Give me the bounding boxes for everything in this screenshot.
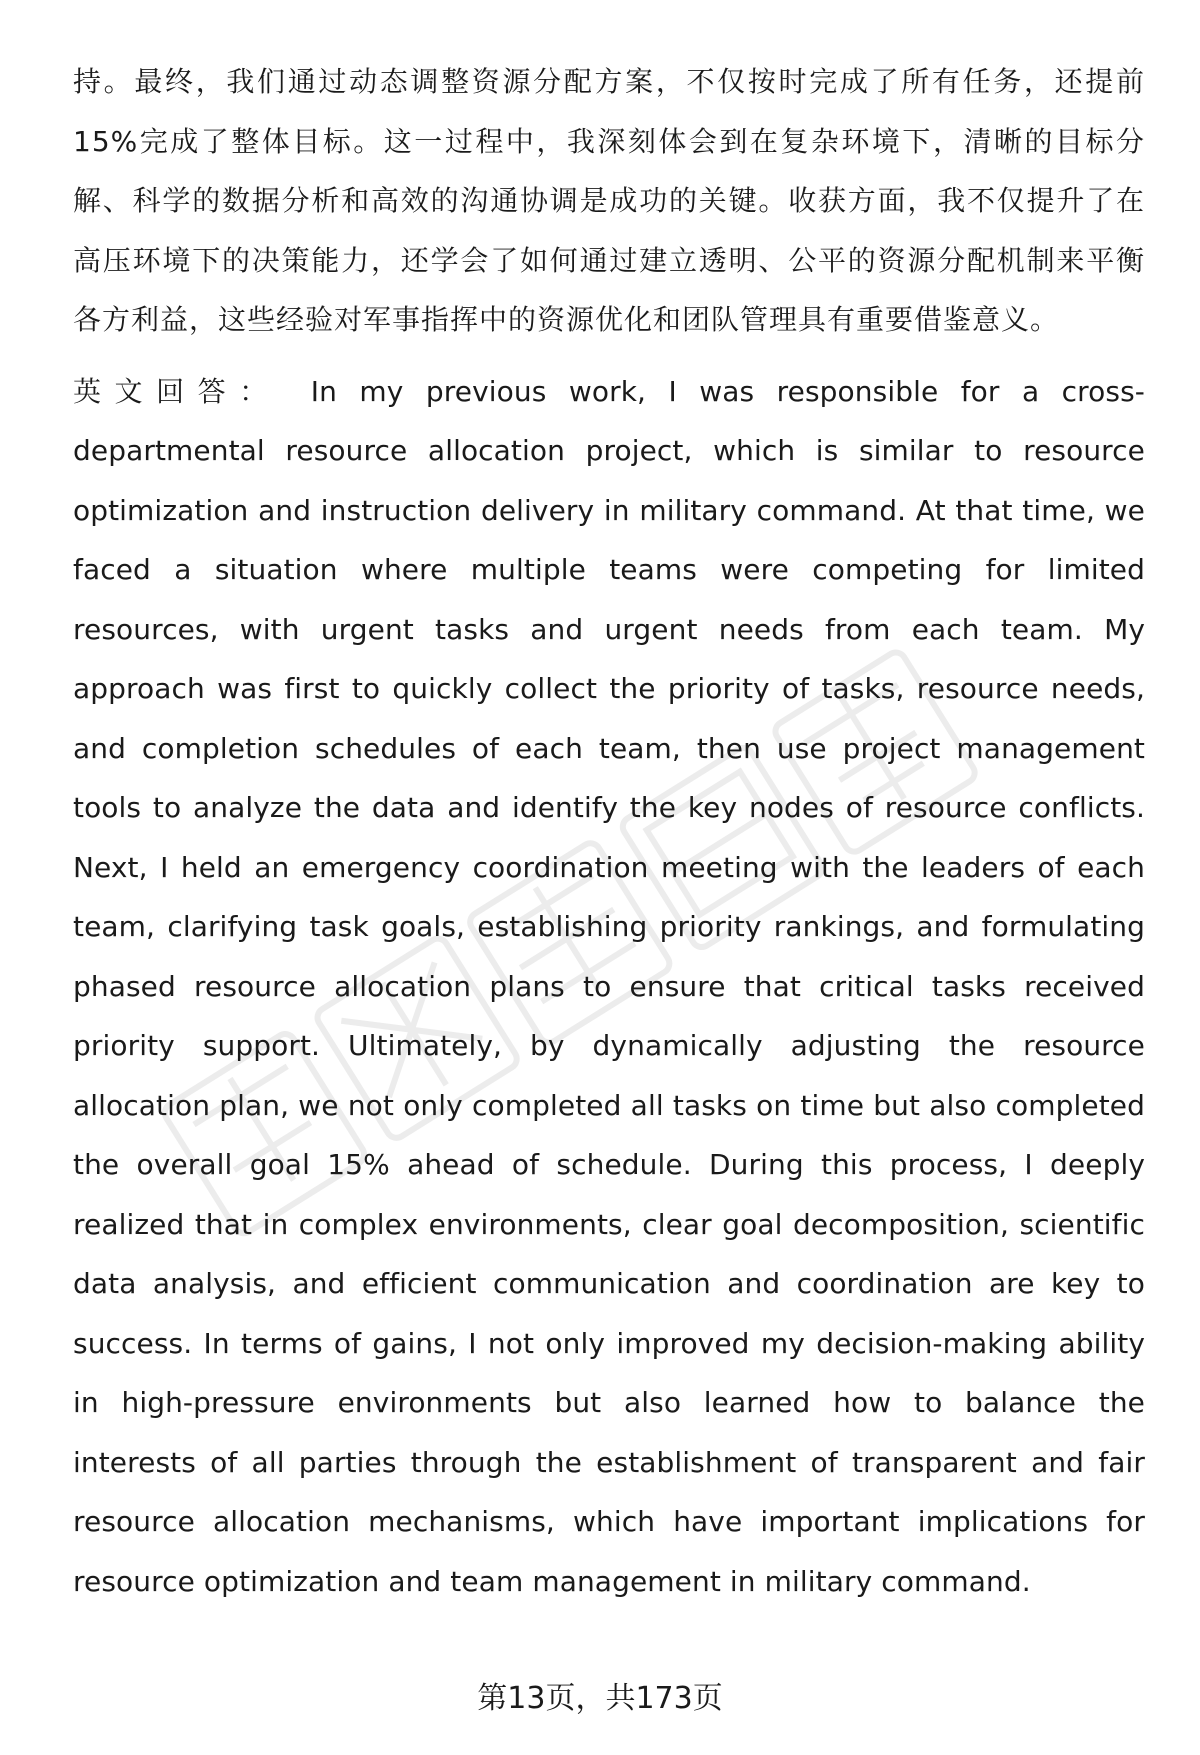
chinese-paragraph: 持。最终，我们通过动态调整资源分配方案，不仅按时完成了所有任务，还提前15%完成了整体目标。这一过程中，我深刻体会到在复杂环境下，清晰的目标分解、科学的数据分析和高效的沟通协调是成功的关键。收获方面，我不仅提升了在高压环境下的决策能力，还学会了如何通过建立透明、公平的资源分配机制来平衡各方利益，这些经验对军事指挥中的资源优化和团队管理具有重要借鉴意义。 xyxy=(73,65,1145,336)
page-number-footer: 第13页，共173页 xyxy=(477,1681,723,1716)
english-answer-text: In my previous work, I was responsible for a cross-departmental resource allocation project, which is similar to resource optimization and instruction delivery in military command. At that time, we faced a situation where multiple teams were competing for limited resources, with urgent tasks and urgent needs from each team. My approach was first to quickly collect the priority of tasks, resource needs, and completion schedules of each team, then use project management tools to analyze the data and identify the key nodes of resource conflicts. Next, I held an emergency coordination meeting with the leaders of each team, clarifying task goals, establishing priority rankings, and formulating phased resource allocation plans to ensure that critical tasks received priority support. Ultimately, by dynamically adjusting the resource allocation plan, we not only completed all tasks on time but also completed the overall goal 15% ahead of schedule. During this process, I deeply realized that in complex environments, clear goal decomposition, scientific data analysis, and efficient communication and coordination are key to success. In terms of gains, I not only improved my decision-making ability in high-pressure environments but also learned how to balance the interests of all parties through the establishment of transparent and fair resource allocation mechanisms, which have important implications for resource optimization and team management in military command. xyxy=(73,374,1145,1598)
english-answer-label: 英文回答： xyxy=(73,374,281,408)
english-answer-paragraph xyxy=(73,362,1145,1612)
document-body xyxy=(73,52,1145,1611)
